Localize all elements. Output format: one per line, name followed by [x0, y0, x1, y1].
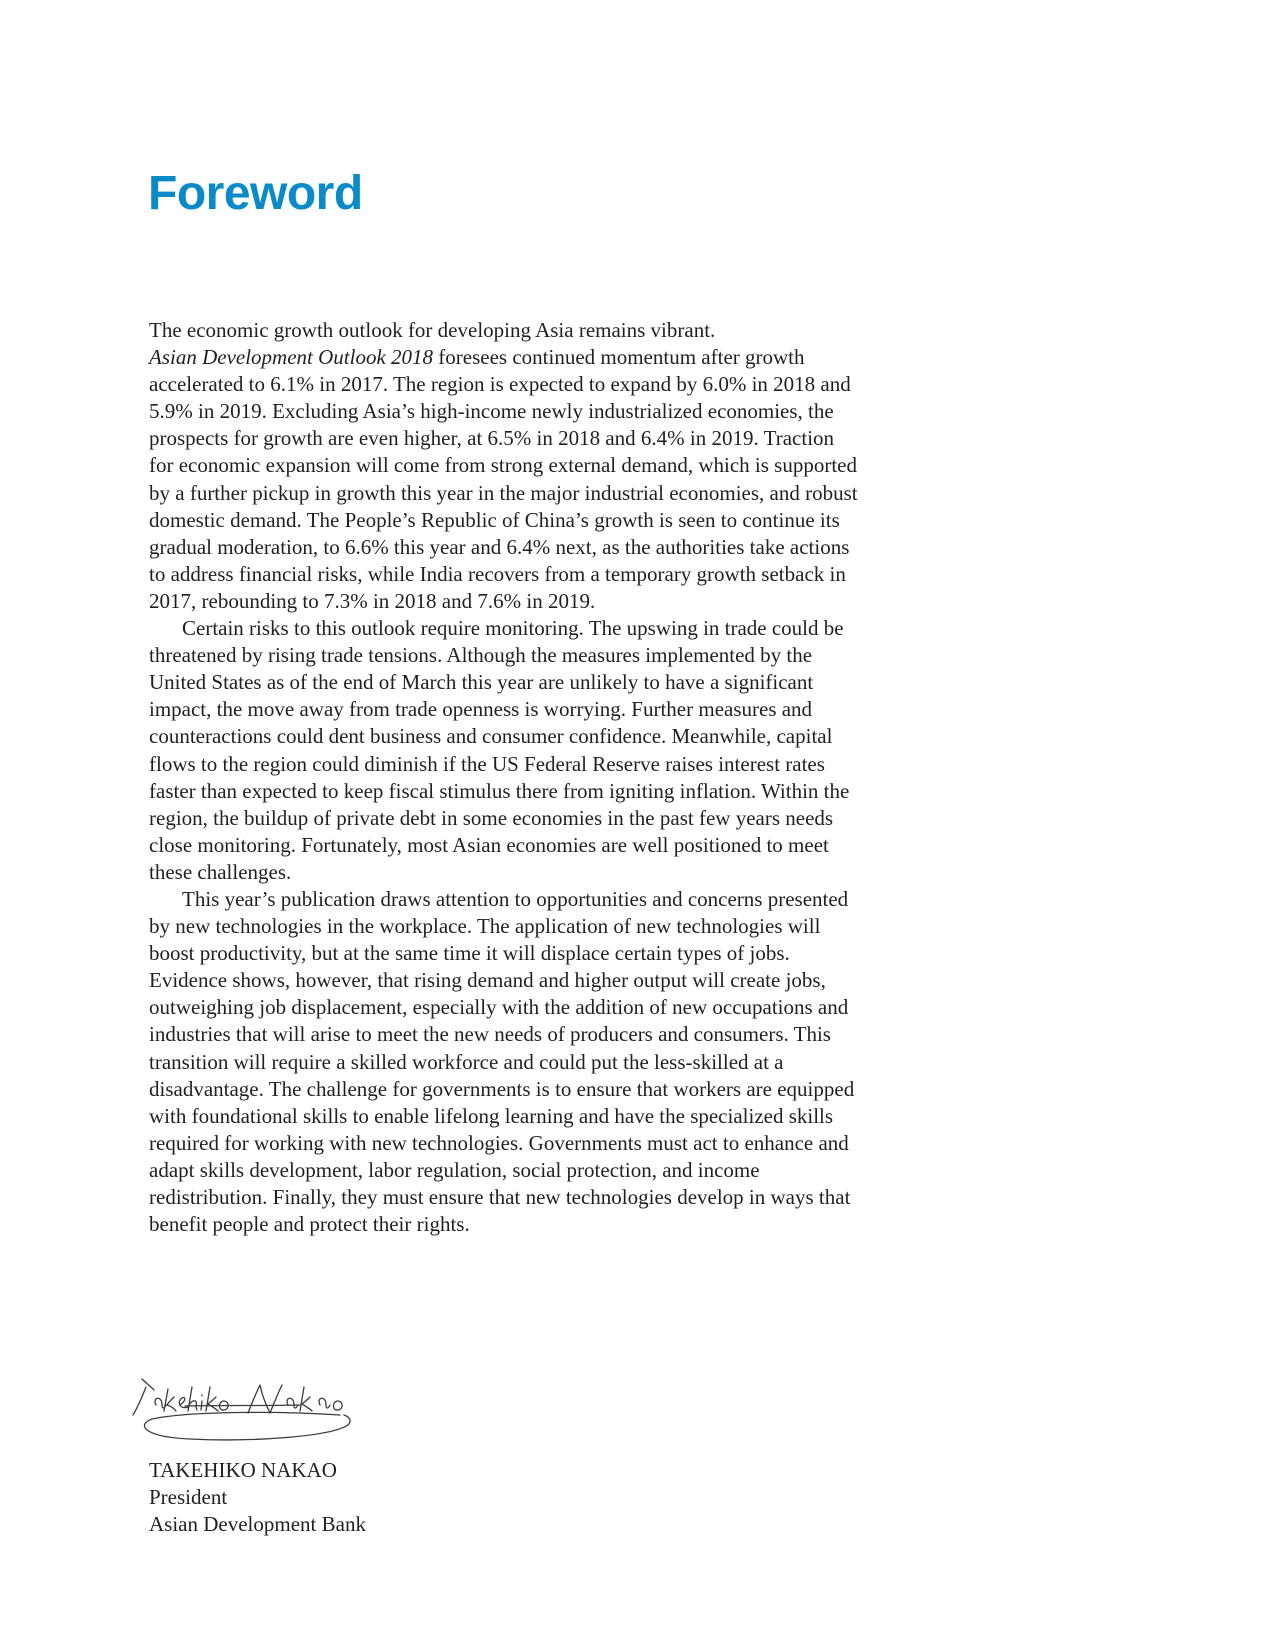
signatory-organization: Asian Development Bank: [149, 1512, 366, 1536]
paragraph-1-rest: foresees continued momentum after growth accelerated to 6.1% in 2017. The region is expected to expand by 6.0% in 2018 and 5.9% in 2019. Excluding Asia’s high-income newly industrialized economies, the prospects for growth are even higher, at 6.5% in 2018 and 6.4% in 2019. Traction for economic expansion will come from strong external demand, which is supported by a further pickup in growth this year in the major industrial economies, and robust domestic demand. The People’s Republic of China’s growth is seen to continue its gradual moderation, to 6.6% this year and 6.4% next, as the authorities take actions to address financial risks, while India recovers from a temporary growth setback in 2017, rebounding to 7.3% in 2018 and 7.6% in 2019.: [149, 345, 858, 613]
page-title: Foreword: [148, 167, 363, 220]
paragraph-2: Certain risks to this outlook require monitoring. The upswing in trade could be threatened by rising trade tensions. Although the measures implemented by the United States as of the end of March this year are unlikely to have a significant impact, the move away from trade openness is worrying. Further measures and counteractions could dent business and consumer confidence. Meanwhile, capital flows to the region could diminish if the US Federal Reserve raises interest rates faster than expected to keep fiscal stimulus there from igniting inflation. Within the region, the buildup of private debt in some economies in the past few years needs close monitoring. Fortunately, most Asian economies are well positioned to meet these challenges.: [149, 616, 850, 884]
publication-title: Asian Development Outlook 2018: [149, 345, 434, 370]
signatory-role: President: [149, 1485, 228, 1509]
foreword-body: [149, 317, 859, 1238]
paragraph-1: [149, 317, 859, 615]
signatory-name: TAKEHIKO NAKAO: [149, 1458, 337, 1482]
paragraph-1-lead: The economic growth outlook for developing Asia remains vibrant.: [149, 318, 716, 342]
paragraph-3: This year’s publication draws attention to opportunities and concerns presented by new technologies in the workplace. The application of new technologies will boost productivity, but at the same time it will displace certain types of jobs. Evidence shows, however, that rising demand and higher output will create jobs, outweighing job displacement, especially with the addition of new occupations and industries that will arise to meet the new needs of producers and consumers. This transition will require a skilled workforce and could put the less-skilled at a disadvantage. The challenge for governments is to ensure that workers are equipped with foundational skills to enable lifelong learning and have the specialized skills required for working with new technologies. Governments must act to enhance and adapt skills development, labor regulation, social protection, and income redistribution. Finally, they must ensure that new technologies develop in ways that benefit people and protect their rights.: [149, 886, 855, 1237]
signature-block: [149, 1457, 366, 1538]
handwritten-signature: [130, 1375, 380, 1455]
